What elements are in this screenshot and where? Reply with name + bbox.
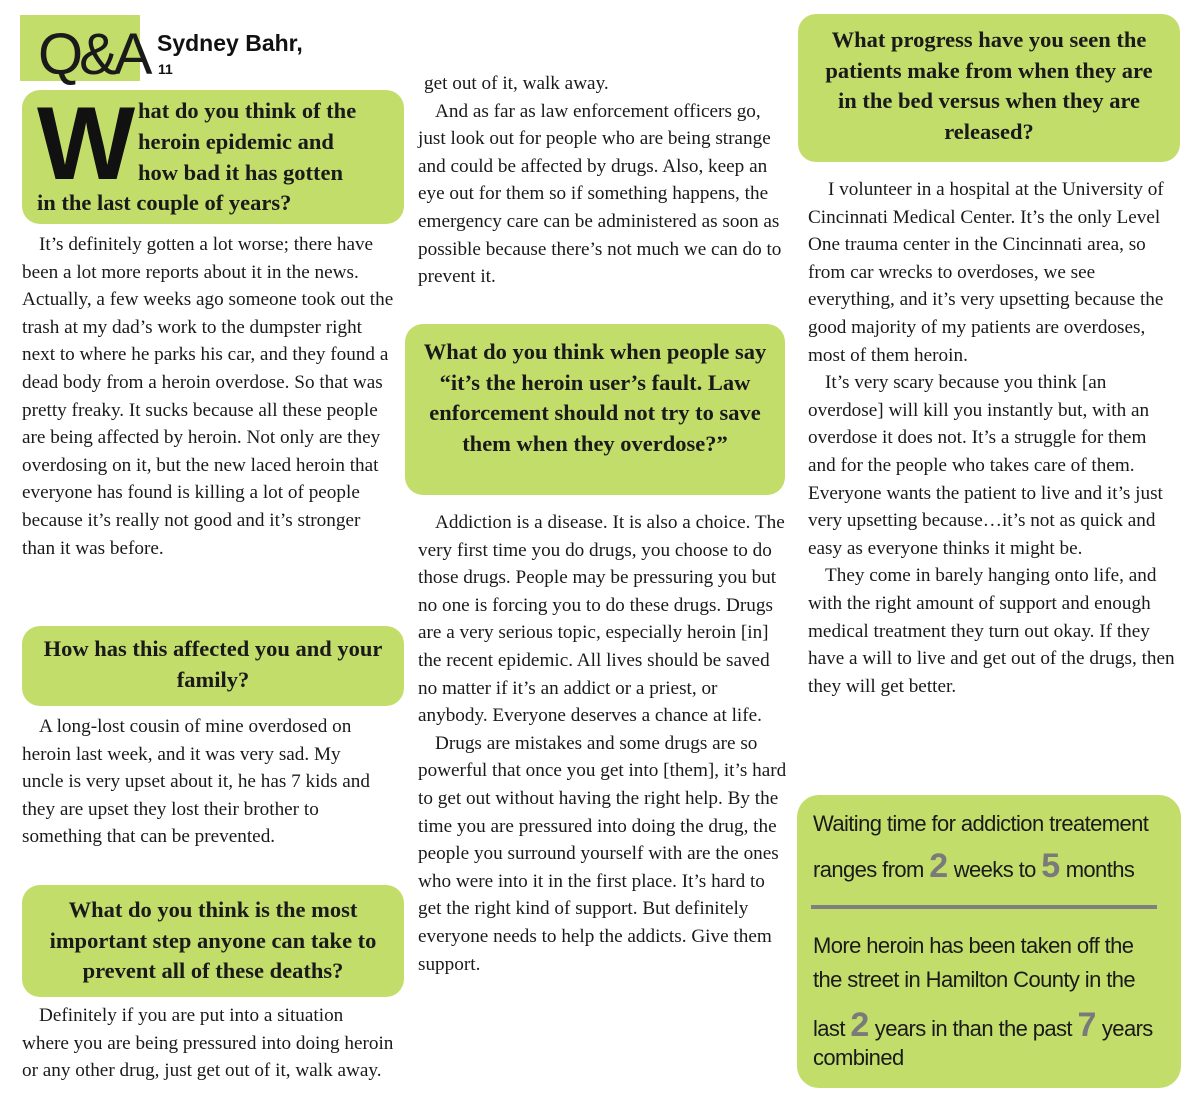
stat-2-line-2: the street in Hamilton County in the [813,967,1136,992]
stat-2-line-1: More heroin has been taken off the [813,933,1134,958]
stats-divider [811,905,1157,909]
stat-text: last [813,1016,851,1041]
answer-paragraph: They come in barely hanging onto life, and with the right amount of support and enough medical treatment they turn out okay. If they have a will to live and get out of the drugs, then they will get better. [808,565,1175,697]
answer-paragraph: A long-lost cousin of mine overdosed on heroin last week, and it was very sad. My uncle is very upset about it, he has 7 kids and they are upset they lost their brother to something that can be prevented. [22,716,370,848]
answer-2 [22,713,384,851]
stat-text: ranges from [813,857,930,882]
stat-number: 2 [929,847,949,885]
answer-paragraph: Addiction is a disease. It is also a choice. The very first time you do drugs, you choose to do those drugs. People may be pressuring you but no one is forcing you to do these drugs. Drugs are a very serious topic, especially heroin [in] the recent epidemic. All lives should be saved no matter if it’s an addict or a priest, or anybody. Everyone deserves a chance at life. [418,512,785,727]
answer-paragraph: It’s definitely gotten a lot worse; there have been a lot more reports about it in the news. Actually, a few weeks ago someone took out the trash at my dad’s work to the dumpster right next to where he parks his car, and they found a dead body from a heroin overdose. So that was pretty freaky. It sucks because all these people are being affected by heroin. Not only are they overdosing on it, but the new laced heroin that everyone has found is killing a lot of people because it’s really not good and it’s stronger than it was before. [22,234,394,559]
answer-3-part-1 [22,1002,394,1085]
stats-box [797,795,1181,1088]
answer-paragraph: It’s very scary because you think [an overdose] will kill you instantly but, with an overdose it does not. It’s a struggle for them and for the people who takes care of them. Everyone wants the patient to live and it’s just very upsetting because…it’s not as quick and easy as everyone thinks it might be. [808,372,1163,559]
stat-number: 7 [1077,1006,1097,1044]
stat-text: years in than the past [869,1016,1078,1041]
question-5-text: What progress have you seen the patients make from when they are in the bed versus when they are released? [825,27,1153,144]
question-5-box [798,14,1180,162]
answer-paragraph: Definitely if you are put into a situation where you are being pressured into doing heroin or any other drug, just get out of it, walk away. [22,1005,394,1082]
stat-number: 5 [1041,847,1061,885]
stat-text: months [1060,857,1135,882]
answer-paragraph: get out of it, walk away. [424,73,609,94]
stat-text: years [1096,1016,1153,1041]
answer-1 [22,231,396,562]
answer-paragraph: I volunteer in a hospital at the University of Cincinnati Medical Center. It’s the only Level One trauma center in the Cincinnati area, so from car wrecks to overdoses, we see everything, and it’s very upsetting because the good majority of my patients are overdoses, most of them heroin. [808,179,1164,366]
question-2-text: How has this affected you and your family? [43,636,383,692]
stat-1-line-1: Waiting time for addiction treatement [813,811,1149,836]
question-3-text: What do you think is the most important step anyone can take to prevent all of these deaths? [49,897,377,983]
question-1-line: heroin epidemic and [138,129,334,154]
interviewee-name: Sydney Bahr, [157,30,303,56]
qa-logo-text: Q&A [38,22,149,87]
question-1-line: hat do you think of the [138,98,357,123]
question-4-text: What do you think when people say “it’s the heroin user’s fault. Law enforcement should not try to save them when they overdose?” [423,339,767,456]
stat-text: weeks to [948,857,1042,882]
stat-2-line-3 [813,1006,1153,1045]
question-1-line: in the last couple of years? [37,190,292,215]
answer-paragraph: Drugs are mistakes and some drugs are so powerful that once you get into [them], it’s hard to get out without having the right help. By the time you are pressured into doing the drug, the people you surround yourself with are the ones who were into it in the first place. It’s hard to get the right kind of support. But definitely everyone needs to help the addicts. Give them support. [418,732,787,975]
question-1-line: how bad it has gotten [138,160,344,185]
answer-5 [808,176,1178,700]
answer-paragraph: And as far as law enforcement officers go, just look out for people who are being strange and could be affected by drugs. Also, keep an eye out for them so if something happens, the emergency care can be administered as soon as possible because there’s not much we can do to prevent it. [418,100,782,288]
question-2-box [22,626,404,706]
drop-cap: W [37,86,136,202]
answer-3-continued [418,70,784,291]
question-3-box [22,885,404,997]
question-4-box [405,324,785,495]
qa-logo-box [20,15,149,87]
answer-4 [418,509,790,978]
stat-number: 2 [850,1006,870,1044]
stat-1-line-2 [813,847,1134,886]
interviewee-grade: 11 [158,61,173,77]
stat-2-line-4: combined [813,1045,904,1070]
